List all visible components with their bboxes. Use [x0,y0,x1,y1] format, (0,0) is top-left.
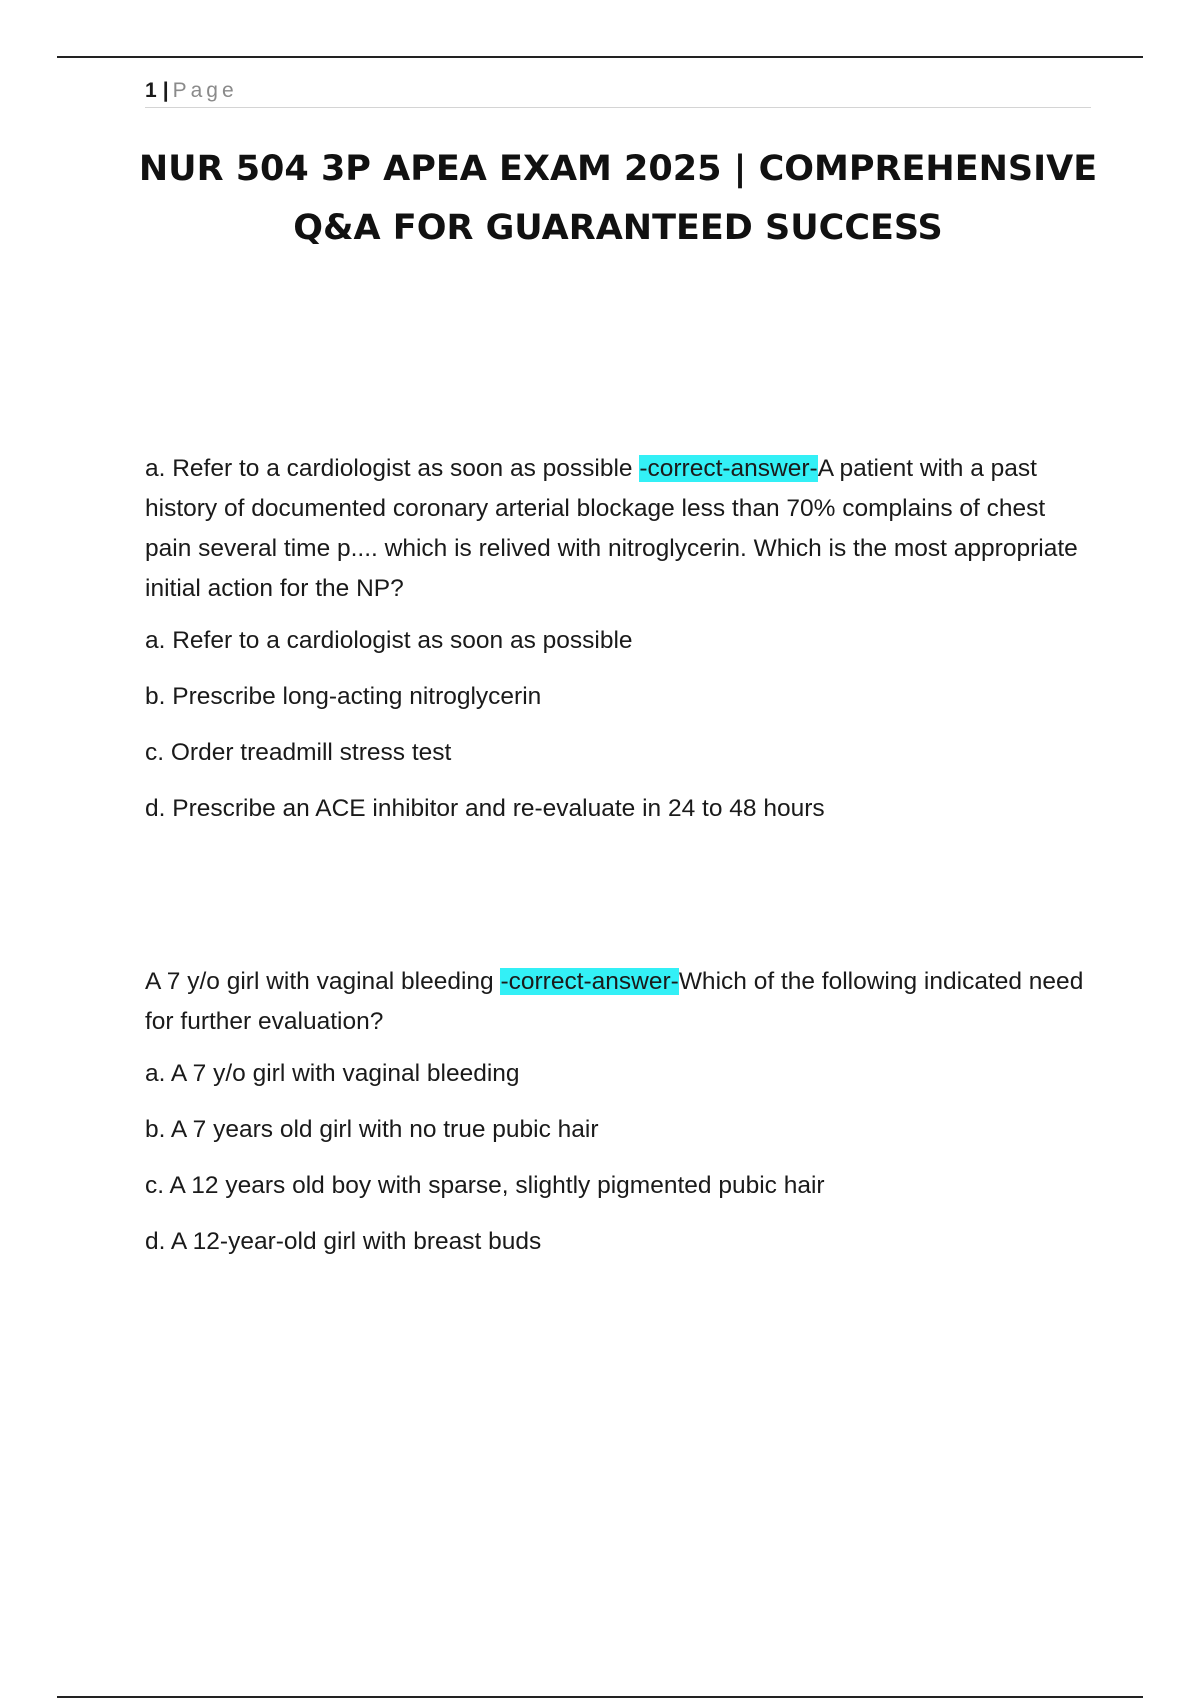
question-block-2 [145,962,1095,1278]
page-label: Page [172,79,238,102]
option-d: d. A 12-year-old girl with breast buds [145,1228,542,1255]
page-header [145,74,1091,108]
question-body: Which of the following indicated need for further evaluation? [145,968,1084,1035]
question-block-1 [145,449,1095,845]
option-a: a. Refer to a cardiologist as soon as possible [145,627,633,654]
document-title: NUR 504 3P APEA EXAM 2025 | COMPREHENSIVE Q&A FOR GUARANTEED SUCCESS [138,149,1098,248]
bottom-rule [57,1696,1143,1698]
page-number: 1 [145,79,157,102]
question-text [145,962,1095,1042]
correct-answer-marker: -correct-answer- [639,455,818,482]
option-c: c. A 12 years old boy with sparse, slightly pigmented pubic hair [145,1172,825,1199]
option-b: b. A 7 years old girl with no true pubic hair [145,1116,599,1143]
option-b: b. Prescribe long-acting nitroglycerin [145,683,542,710]
top-rule [57,56,1143,58]
option-c: c. Order treadmill stress test [145,739,452,766]
answer-prefix: a. Refer to a cardiologist as soon as possible [145,455,640,482]
option-d: d. Prescribe an ACE inhibitor and re-evaluate in 24 to 48 hours [145,795,825,822]
question-text [145,449,1095,609]
answer-prefix: A 7 y/o girl with vaginal bleeding [145,968,501,995]
question-body: A patient with a past history of documented coronary arterial blockage less than 70% complains of chest pain several time p.... which is relived with nitroglycerin. Which is the most appropriate initial action for the NP? [145,455,1078,602]
option-a: a. A 7 y/o girl with vaginal bleeding [145,1060,520,1087]
correct-answer-marker: -correct-answer- [500,968,679,995]
page-separator: | [162,79,169,102]
